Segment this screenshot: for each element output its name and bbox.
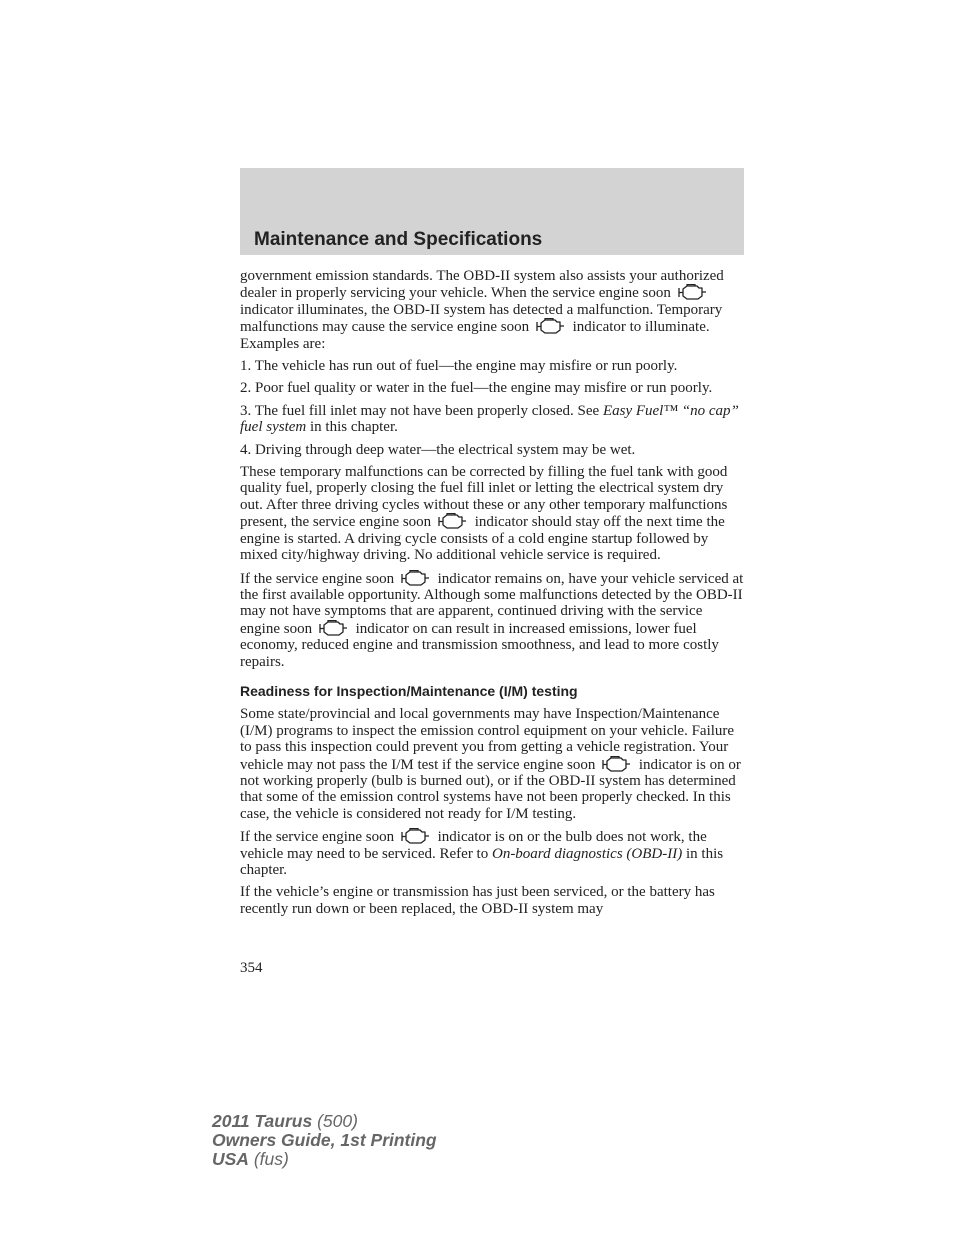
engine-icon [437, 513, 467, 529]
list-item: 4. Driving through deep water—the electrical system may be wet. [240, 441, 636, 458]
section-header-band [240, 168, 744, 255]
cross-reference: Easy Fuel™ “no cap” fuel system [240, 402, 739, 436]
paragraph-recently-serviced: If the vehicle’s engine or transmission has just been serviced, or the battery has recently run down or been replaced, the OBD-II system may [240, 884, 715, 917]
engine-icon [535, 318, 565, 334]
engine-icon [400, 828, 430, 844]
section-title: Maintenance and Specifications [254, 229, 543, 250]
list-item: 2. Poor fuel quality or water in the fuel—the engine may misfire or run poorly. [240, 380, 713, 397]
engine-icon [318, 620, 348, 636]
paragraph-im-programs: Some state/provincial and local governments may have Inspection/Maintenance (I/M) programs to inspect the emission control equipment on your vehicle. Failure to pass this inspection could prevent you from getting a vehicle registration. Your vehicle may not pass the I/M test if the service engine soon indicator is on or not working properly (bulb is burned out), or if the OBD-II system has determined that some of the emission control systems have not been properly checked. In this case, the vehicle is considered not ready for I/M testing. [240, 706, 741, 822]
cross-reference: On-board diagnostics (OBD-II) [491, 845, 683, 862]
list-item: 3. The fuel fill inlet may not have been properly closed. See Easy Fuel™ “no cap” fuel system in this chapter. [240, 402, 739, 436]
document-footer: 2011 Taurus (500) Owners Guide, 1st Printing USA (fus) [212, 1111, 437, 1169]
engine-icon [677, 284, 707, 300]
paragraph-bulb-not-working: If the service engine soon indicator is on or the bulb does not work, the vehicle may need to be serviced. Refer to On-board diagnostics (OBD-II) in this chapter. [240, 829, 724, 878]
engine-icon [400, 570, 430, 586]
engine-icon [601, 756, 631, 772]
paragraph-intro: government emission standards. The OBD-II system also assists your authorized dealer in properly servicing your vehicle. When the service engine soon indicator illuminates, the OBD-II system has detected a malfunction. Temporary malfunctions may cause the service engine soon indicator to illuminate. Examples are: [240, 268, 724, 352]
list-item: 1. The vehicle has run out of fuel—the engine may misfire or run poorly. [240, 358, 678, 375]
paragraph-temporary-malfunctions: These temporary malfunctions can be corrected by filling the fuel tank with good quality fuel, properly closing the fuel fill inlet or letting the electrical system dry out. After three driving cycles without these or any other temporary malfunctions present, the service engine soon indicator should stay off the next time the engine is started. A driving cycle consists of a cold engine startup followed by mixed city/highway driving. No additional vehicle service is required. [240, 464, 728, 564]
subheading: Readiness for Inspection/Maintenance (I/M) testing [240, 682, 578, 699]
page-number: 354 [240, 960, 263, 976]
page-body [240, 268, 745, 923]
paragraph-indicator-remains-on: If the service engine soon indicator remains on, have your vehicle serviced at the first available opportunity. Although some malfunctions detected by the OBD-II may not have symptoms that are apparent, continued driving with the service engine soon indicator on can result in increased emissions, lower fuel economy, reduced engine and transmission smoothness, and lead to more costly repairs. [240, 570, 744, 670]
